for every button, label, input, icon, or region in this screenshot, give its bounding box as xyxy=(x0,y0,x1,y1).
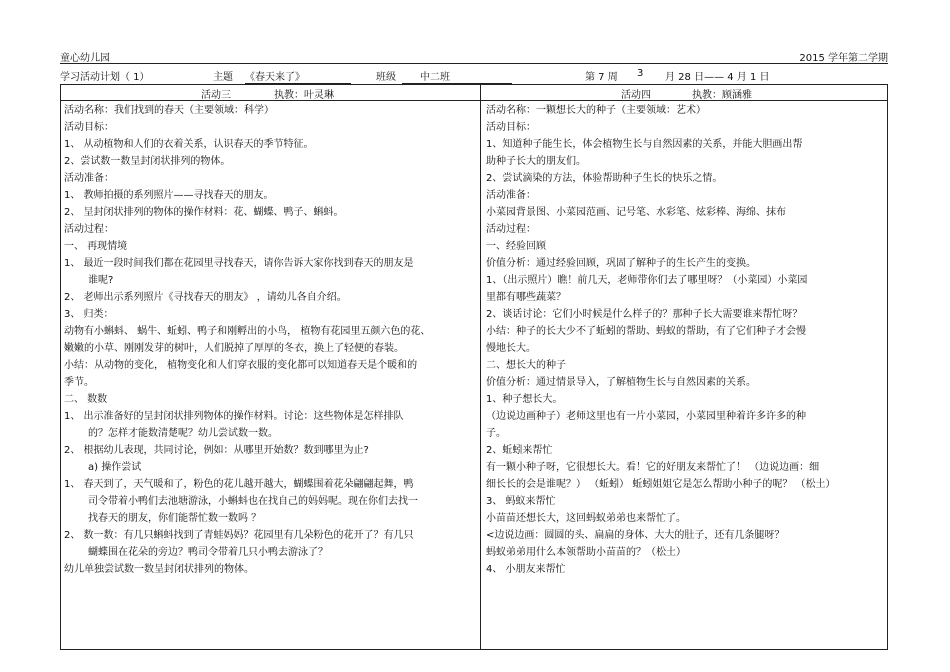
term-label: 2015 学年第二学期 xyxy=(799,53,888,64)
right-line: 里都有哪些蔬菜？ xyxy=(486,292,566,303)
right-teacher: 执教：顾涵雅 xyxy=(692,90,752,101)
right-line: 慢地长大。 xyxy=(486,343,536,354)
right-line: <边说边画：圆圆的头、扁扁的身体、大大的肚子，还有几条腿呀？ xyxy=(486,530,785,541)
right-line: 2、尝试滴染的方法，体验帮助种子生长的快乐之情。 xyxy=(486,173,723,184)
school-name: 童心幼儿园 xyxy=(60,53,110,64)
right-line: （边说边画种子）老师这里也有一片小菜园，小菜园里种着许多许多的种 xyxy=(486,411,806,422)
right-line: 价值分析：通过情景导入，了解植物生长与自然因素的关系。 xyxy=(486,377,756,388)
right-line: 活动过程： xyxy=(486,224,536,235)
class-label: 班级 xyxy=(376,72,396,83)
right-line: 二、想长大的种子 xyxy=(486,360,566,371)
left-line: 活动目标： xyxy=(64,122,114,133)
left-line: 的？怎样才能数清楚呢？幼儿尝试数一数。 xyxy=(88,428,278,439)
plan-label: 学习活动计划（ 1） xyxy=(60,72,150,83)
left-line: 2、 根据幼儿表现，共同讨论，例如：从哪里开始数？数到哪里为止? xyxy=(64,445,369,456)
right-line: 3、 蚂蚁来帮忙 xyxy=(486,496,556,507)
left-line: a) 操作尝试 xyxy=(88,462,142,473)
right-line: 小苗苗还想长大，这回蚂蚁弟弟也来帮忙了。 xyxy=(486,513,686,524)
class-value-text: 中二班 xyxy=(402,68,512,84)
theme-label: 主题 xyxy=(213,72,233,83)
left-line: 一、 再现情境 xyxy=(64,241,128,252)
right-line: 有一颗小种子呀，它很想长大。看！它的好朋友来帮忙了！ （边说边画：细 xyxy=(486,462,820,473)
left-line: 活动准备： xyxy=(64,173,114,184)
theme-value-text: 《春天来了》 xyxy=(245,68,351,84)
left-line: 活动名称：我们找到的春天（主要领域：科学） xyxy=(64,105,274,116)
right-line: 细长长的会是谁呢？） （蚯蚓） 蚯蚓姐姐它是怎么帮助小种子的呢？ （松土） xyxy=(486,479,836,490)
left-line: 2、 老师出示系列照片《寻找春天的朋友》 ，请幼儿各自介绍。 xyxy=(64,292,347,303)
left-line: 3、 归类： xyxy=(64,309,114,320)
right-line: 价值分析：通过经验回顾，巩固了解种子的生长产生的变换。 xyxy=(486,258,756,269)
right-line: 活动名称：一颗想长大的种子（主要领域：艺术） xyxy=(486,105,706,116)
left-line: 动物有小蝌蚪、 蜗牛、蚯蚓、鸭子和刚孵出的小鸟， 植物有花园里五颜六色的花、 xyxy=(64,326,431,337)
right-line: 子。 xyxy=(486,428,506,439)
right-line: 4、 小朋友来帮忙 xyxy=(486,564,566,575)
left-line: 2、 数一数：有几只蝌蚪找到了青蛙妈妈？花园里有几朵粉色的花开了？有几只 xyxy=(64,530,414,541)
class-value xyxy=(402,68,512,84)
left-line: 二、 数数 xyxy=(64,394,108,405)
right-line: 1、知道种子能生长，体会植物生长与自然因素的关系，并能大胆画出帮 xyxy=(486,139,803,150)
header-divider xyxy=(61,100,887,101)
right-line: 小菜园背景图、小菜园范画、记号笔、水彩笔、炫彩棒、海绵、抹布 xyxy=(486,207,786,218)
left-teacher: 执教：叶灵琳 xyxy=(274,90,334,101)
left-line: 2、 呈封闭状排列的物体的操作材料：花、蝴蝶、鸭子、蝌蚪。 xyxy=(64,207,344,218)
right-line: 1、（出示照片）瞧！前几天，老师带你们去了哪里呀？（小菜园）小菜园 xyxy=(486,275,808,286)
left-line: 2、尝试数一数呈封闭状排列的物体。 xyxy=(64,156,231,167)
left-line: 嫩嫩的小草、刚刚发芽的树叶，人们脱掉了厚厚的冬衣，换上了轻便的春装。 xyxy=(64,343,404,354)
right-activity-title: 活动四 xyxy=(621,90,651,101)
left-line: 1、 教师拍摄的系列照片——寻找春天的朋友。 xyxy=(64,190,274,201)
left-line: 1、 最近一段时间我们都在花园里寻找春天，请你告诉大家你找到春天的朋友是 xyxy=(64,258,414,269)
left-line: 找春天的朋友，你们能帮忙数一数吗 ？ xyxy=(88,513,262,524)
header-rule xyxy=(60,63,888,64)
left-line: 谁呢? xyxy=(88,275,114,286)
date-range: 月 28 日—— 4 月 1 日 xyxy=(665,72,770,83)
right-line: 2、谈话讨论：它们小时候是什么样子的？那种子长大需要谁来帮忙呀？ xyxy=(486,309,803,320)
right-column xyxy=(486,102,884,578)
right-line: 活动准备： xyxy=(486,190,536,201)
theme-value xyxy=(245,68,351,84)
week-label: 第 7 周 xyxy=(585,72,618,83)
left-line: 1、 春天到了，天气暖和了，粉色的花儿越开越大，蝴蝶围着花朵翩翩起舞，鸭 xyxy=(64,479,414,490)
right-line: 1、种子想长大。 xyxy=(486,394,563,405)
left-line: 司令带着小鸭们去池塘游泳，小蝌蚪也在找自己的妈妈呢。现在你们去找一 xyxy=(88,496,418,507)
right-line: 一、经验回顾 xyxy=(486,241,546,252)
left-line: 季节。 xyxy=(64,377,94,388)
right-line: 活动目标： xyxy=(486,122,536,133)
left-line: 幼儿单独尝试数一数呈封闭状排列的物体。 xyxy=(64,564,254,575)
activity-table xyxy=(60,84,888,650)
left-line: 1、 从动植物和人们的衣着关系，认识春天的季节特征。 xyxy=(64,139,314,150)
left-column xyxy=(64,102,476,578)
right-line: 2、蚯蚓来帮忙 xyxy=(486,445,553,456)
column-divider xyxy=(480,85,481,649)
right-line: 小结：种子的长大少不了蚯蚓的帮助、蚂蚁的帮助，有了它们种子才会慢 xyxy=(486,326,806,337)
left-activity-title: 活动三 xyxy=(201,90,231,101)
month-start: 3 xyxy=(637,68,644,79)
left-line: 蝴蝶围在花朵的旁边？鸭司令带着几只小鸭去游泳了？ xyxy=(88,547,328,558)
left-line: 1、 出示准备好的呈封闭状排列物体的操作材料。讨论：这些物体是怎样排队 xyxy=(64,411,404,422)
right-line: 助种子长大的朋友们。 xyxy=(486,156,586,167)
right-line: 蚂蚁弟弟用什么本领帮助小苗苗的？（松土） xyxy=(486,547,686,558)
left-line: 活动过程： xyxy=(64,224,114,235)
left-line: 小结：从动物的变化， 植物变化和人们穿衣服的变化都可以知道春天是个暖和的 xyxy=(64,360,418,371)
